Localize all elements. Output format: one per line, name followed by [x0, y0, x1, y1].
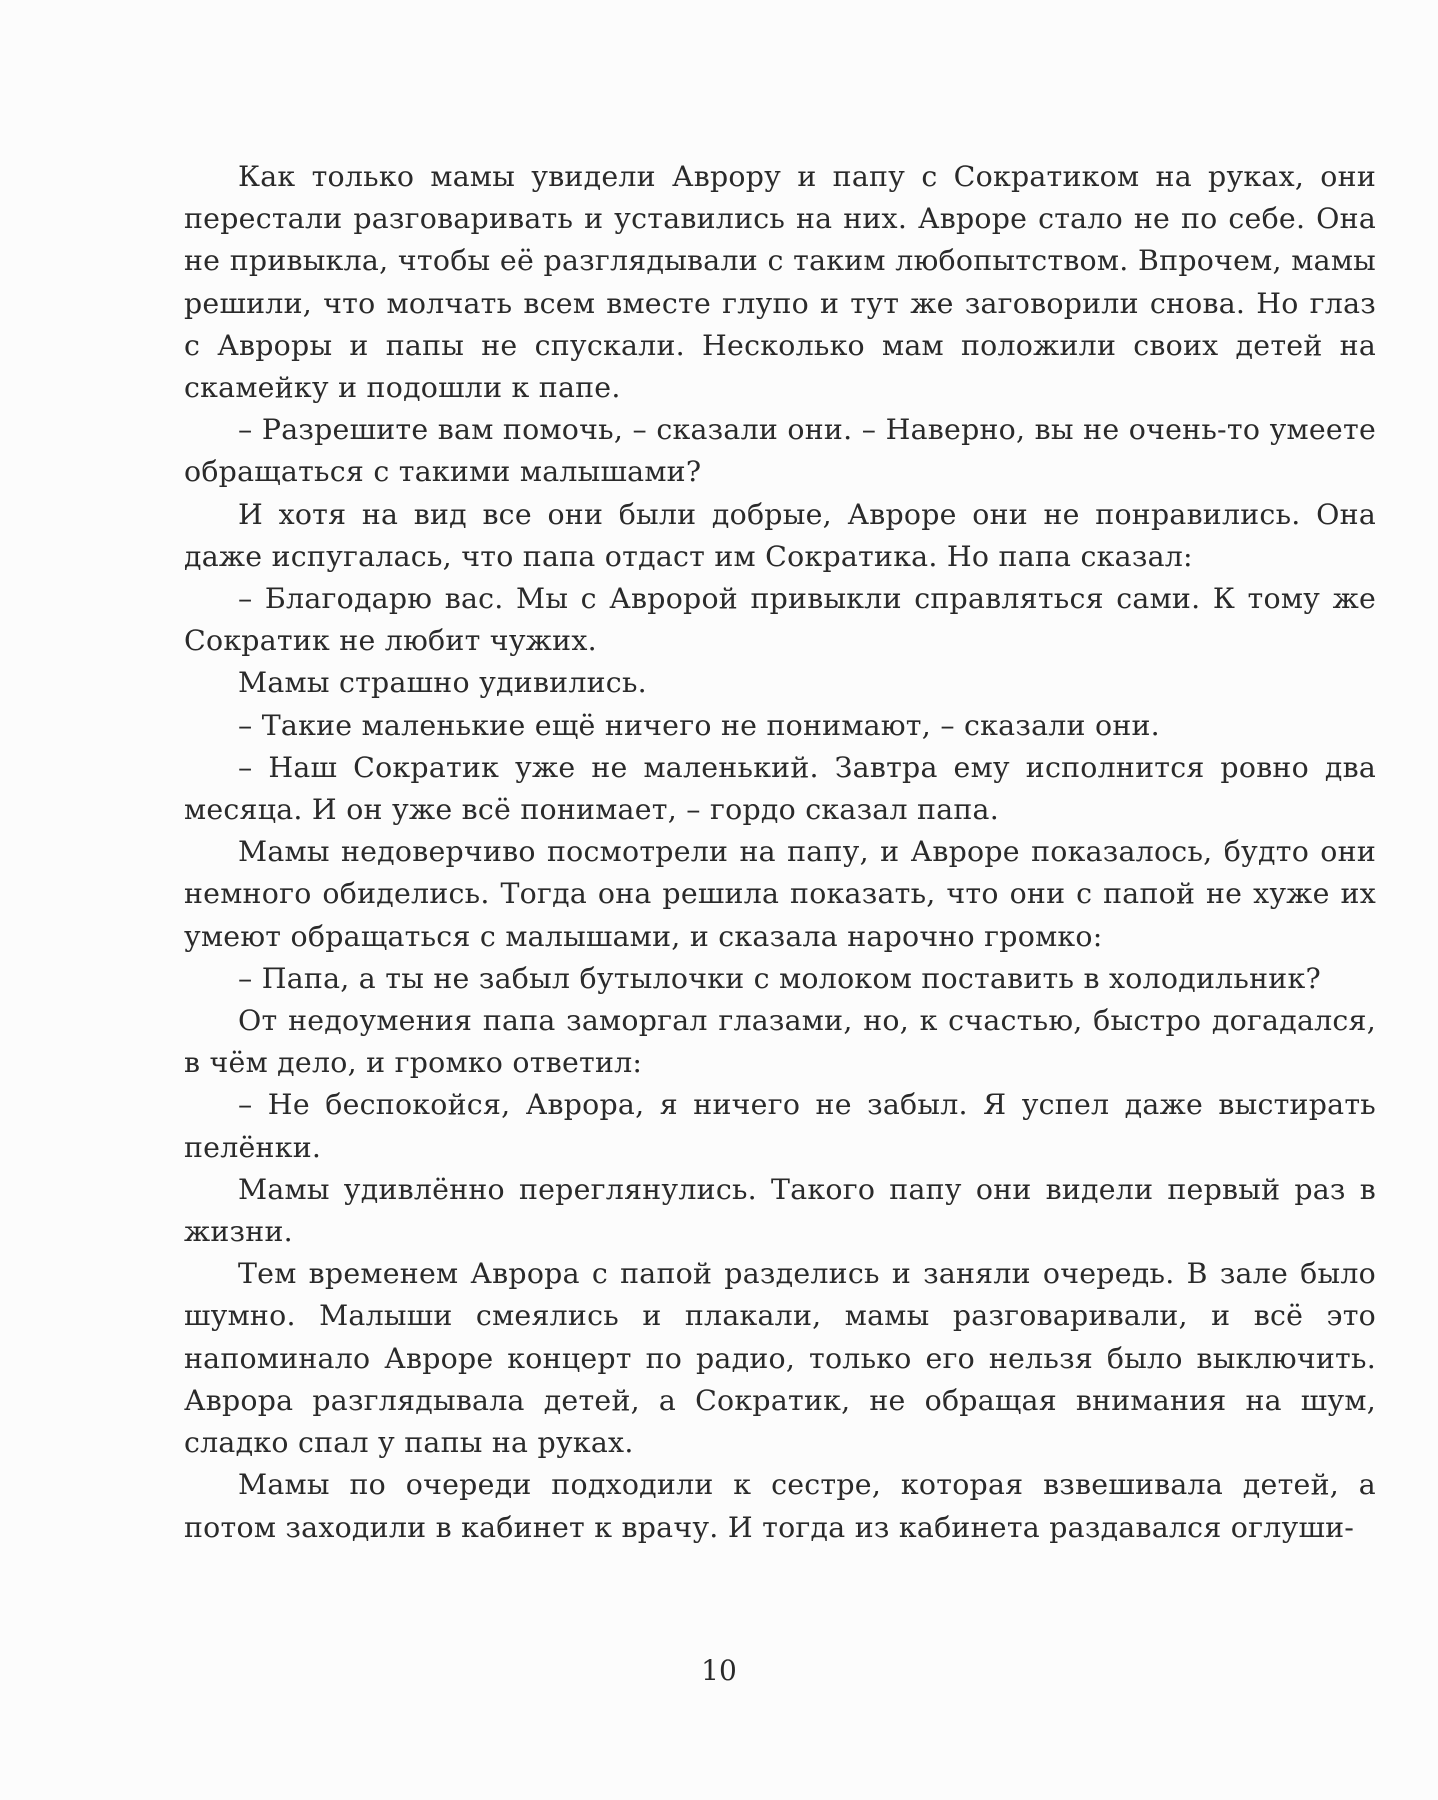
paragraph: Мамы удивлённо переглянулись. Такого папу они видели первый раз в жизни. — [184, 1172, 1376, 1249]
paragraph: Как только мамы увидели Аврору и папу с Сократиком на руках, они перестали разговаривать и уставились на них. Авроре стало не по себе. Она не привыкла, чтобы её разглядывали с таким любопытством. Впрочем, мамы решили, что молчать всем вместе глупо и тут же заговорили снова. Но глаз с Авроры и папы не спускали. Несколько мам положили своих детей на скамейку и подошли к папе. — [184, 160, 1376, 405]
paragraph: – Не беспокойся, Аврора, я ничего не забыл. Я успел даже выстирать пелёнки. — [184, 1088, 1376, 1164]
paragraph: Мамы страшно удивились. — [238, 666, 647, 700]
body-text — [184, 156, 1376, 1549]
paragraph: И хотя на вид все они были добрые, Авроре они не понравились. Она даже испугалась, что папа отдаст им Сократика. Но папа сказал: — [184, 497, 1376, 573]
paragraph: От недоумения папа заморгал глазами, но, к счастью, быстро догадался, в чём дело, и громко ответил: — [184, 1004, 1376, 1080]
paragraph: Тем временем Аврора с папой разделись и заняли очередь. В зале было шумно. Малыши смеялись и плакали, мамы разговаривали, и всё это напоминало Авроре концерт по радио, только его нельзя было выключить. Аврора разглядывала детей, а Сократик, не обращая внимания на шум, сладко спал у папы на руках. — [184, 1257, 1376, 1460]
paragraph: – Благодарю вас. Мы с Авророй привыкли справляться сами. К тому же Сократик не любит чужих. — [184, 582, 1376, 658]
paragraph: Мамы по очереди подходили к сестре, которая взвешивала детей, а потом заходили в кабинет к врачу. И тогда из кабинета раздавался оглуши- — [184, 1468, 1376, 1544]
paragraph: – Папа, а ты не забыл бутылочки с молоком поставить в холодильник? — [238, 961, 1321, 995]
paragraph: – Разрешите вам помочь, – сказали они. – Наверно, вы не очень-то умеете обращаться с такими малышами? — [184, 413, 1376, 489]
paragraph: – Наш Сократик уже не маленький. Завтра ему исполнится ровно два месяца. И он уже всё понимает, – гордо сказал папа. — [184, 750, 1376, 827]
paragraph: – Такие маленькие ещё ничего не понимают, – сказали они. — [238, 708, 1160, 742]
paragraph: Мамы недоверчиво посмотрели на папу, и Авроре показалось, будто они немного обиделись. Тогда она решила показать, что они с папой не хуже их умеют обращаться с малышами, и сказала нарочно громко: — [184, 835, 1376, 953]
page-number: 10 — [701, 1654, 737, 1687]
